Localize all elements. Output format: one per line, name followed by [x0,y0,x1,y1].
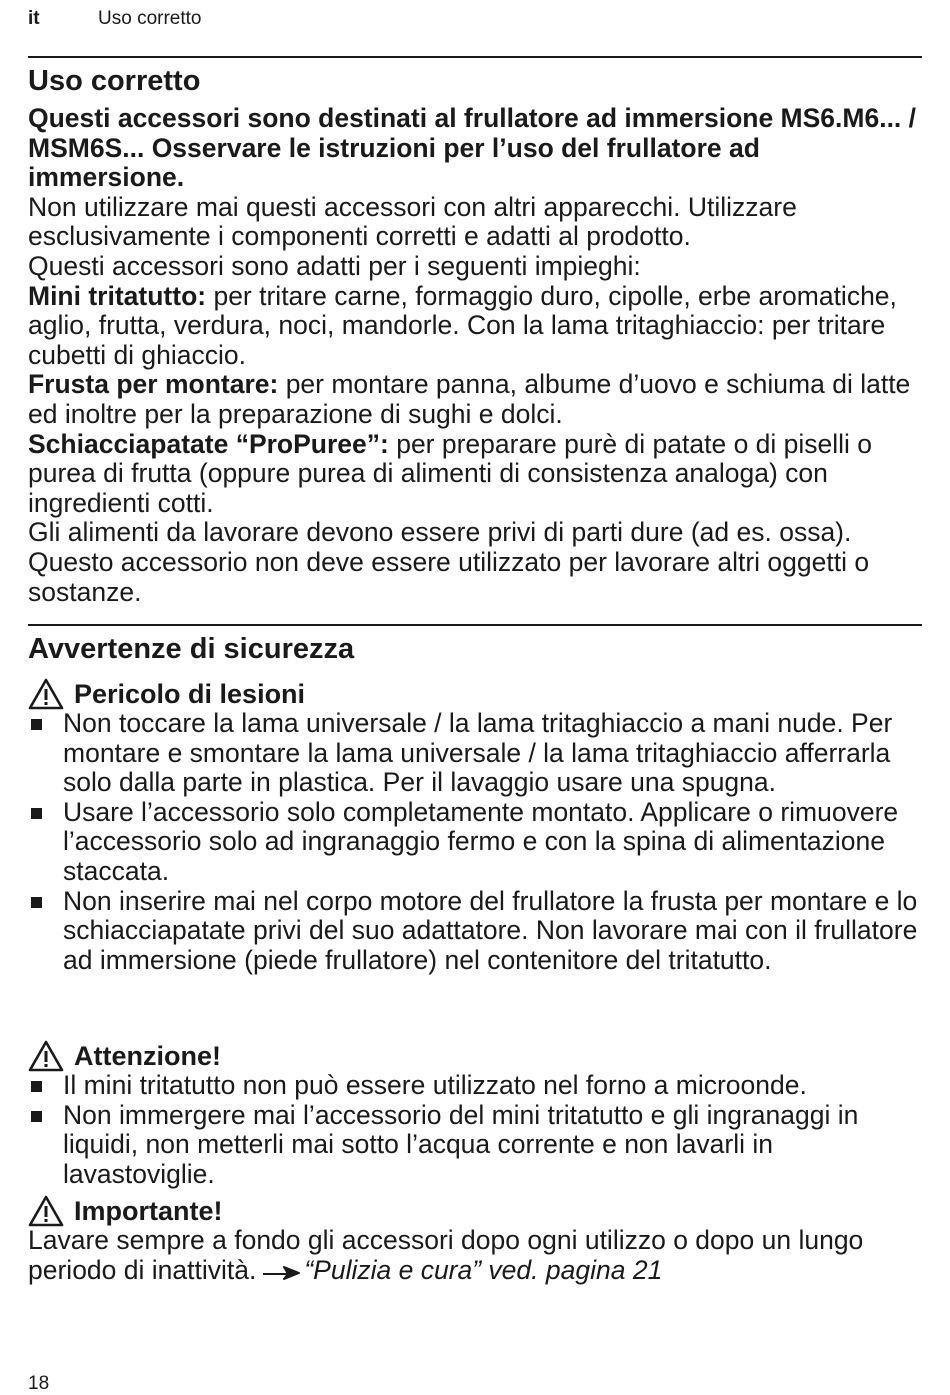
list-item-text: Non toccare la lama universale / la lama tritaghiaccio a mani nude. Per montare e smontare la lama universale / la lama tritaghiaccio afferrarla solo dalla parte in plastica. Per il lavaggio usare una spugna. [63,708,893,798]
page-number: 18 [28,1373,50,1394]
list-item-text: Non immergere mai l’accessorio del mini tritatutto e gli ingranaggi in liquidi, non metterli mai sotto l’acqua corrente e non lavarli in lavastoviglie. [63,1099,859,1189]
use-mini-tritatutto [28,282,922,371]
warning-triangle-icon [28,1040,64,1072]
term-label: Frusta per montare: [28,369,279,400]
paragraph: Gli alimenti da lavorare devono essere privi di parti dure (ad es. ossa). Questo accessorio non deve essere utilizzato per lavorare altri oggetti o sostanze. [28,517,870,607]
bullet-square-icon [31,808,42,819]
warning-title: Attenzione! [74,1041,221,1071]
uso-corretto-body [28,104,922,607]
importante-paragraph [28,1226,922,1285]
use-frusta [28,370,922,429]
warning-title: Importante! [74,1196,223,1226]
list-item-text: Non inserire mai nel corpo motore del frullatore la frusta per montare e lo schiacciapatate privi del suo adattatore. Non lavorare mai con il frullatore ad immersione (piede frullatore) nel contenitore del tritatutto. [63,885,918,975]
term-text: per montare panna, albume d’uovo e schiuma di latte ed inoltre per la preparazione di sughi e dolci. [28,369,911,429]
divider [28,624,922,626]
use-schiacciapatate [28,430,922,519]
language-code: it [28,8,40,29]
importante-text-block [28,1226,922,1285]
bullet-square-icon [31,1081,42,1092]
warning-heading-attenzione [28,1040,221,1072]
divider [28,56,922,58]
warning-triangle-icon [28,678,64,710]
term-text: per tritare carne, formaggio duro, cipolle, erbe aromatiche, aglio, frutta, verdura, noci, mandorle. Con la lama tritaghiaccio: per tritare cubetti di ghiaccio. [28,280,897,370]
attenzione-list-block [28,1071,922,1189]
arrow-right-icon [262,1264,300,1280]
list-item-text: Usare l’accessorio solo completamente montato. Applicare o rimuovere l’accessorio solo ad ingranaggio fermo e con la spina di alimentazione staccata. [63,796,899,886]
warning-triangle-icon [28,1195,64,1227]
section-title-uso-corretto: Uso corretto [28,65,201,97]
section-title-sicurezza: Avvertenze di sicurezza [28,633,355,665]
bullet-list [28,1071,922,1189]
list-item [28,798,922,887]
term-label: Schiacciapatate “ProPuree”: [28,428,389,459]
list-item [28,887,922,976]
term-text: per preparare purè di patate o di piselli o purea di frutta (oppure purea di alimenti di consistenza analoga) con ingredienti cotti. [28,428,873,518]
page-header [28,8,201,30]
bullet-list [28,709,922,975]
list-item [28,1071,922,1101]
paragraph: Questi accessori sono adatti per i seguenti impieghi: [28,250,641,281]
cross-reference-link[interactable]: “Pulizia e cura” ved. pagina 21 [304,1254,663,1285]
paragraph: Non utilizzare mai questi accessori con altri apparecchi. Utilizzare esclusivamente i componenti corretti e adatti al prodotto. [28,191,797,252]
bullet-square-icon [31,1111,42,1122]
warning-heading-pericolo [28,678,305,710]
importante-text: Lavare sempre a fondo gli accessori dopo ogni utilizzo o dopo un lungo periodo di inattività. [28,1225,864,1285]
list-item [28,709,922,798]
warning-heading-importante [28,1195,223,1227]
pericolo-list-block [28,709,922,975]
list-item [28,1101,922,1190]
warning-title: Pericolo di lesioni [74,679,306,709]
list-item-text: Il mini tritatutto non può essere utilizzato nel forno a microonde. [63,1070,807,1100]
bullet-square-icon [31,897,42,908]
intro-bold: Questi accessori sono destinati al frullatore ad immersione MS6.M6... / MSM6S... Osservare le istruzioni per l’uso del frullatore ad immersione. [28,103,917,193]
running-section-title: Uso corretto [98,8,202,29]
term-label: Mini tritatutto: [28,280,207,311]
bullet-square-icon [31,719,42,730]
